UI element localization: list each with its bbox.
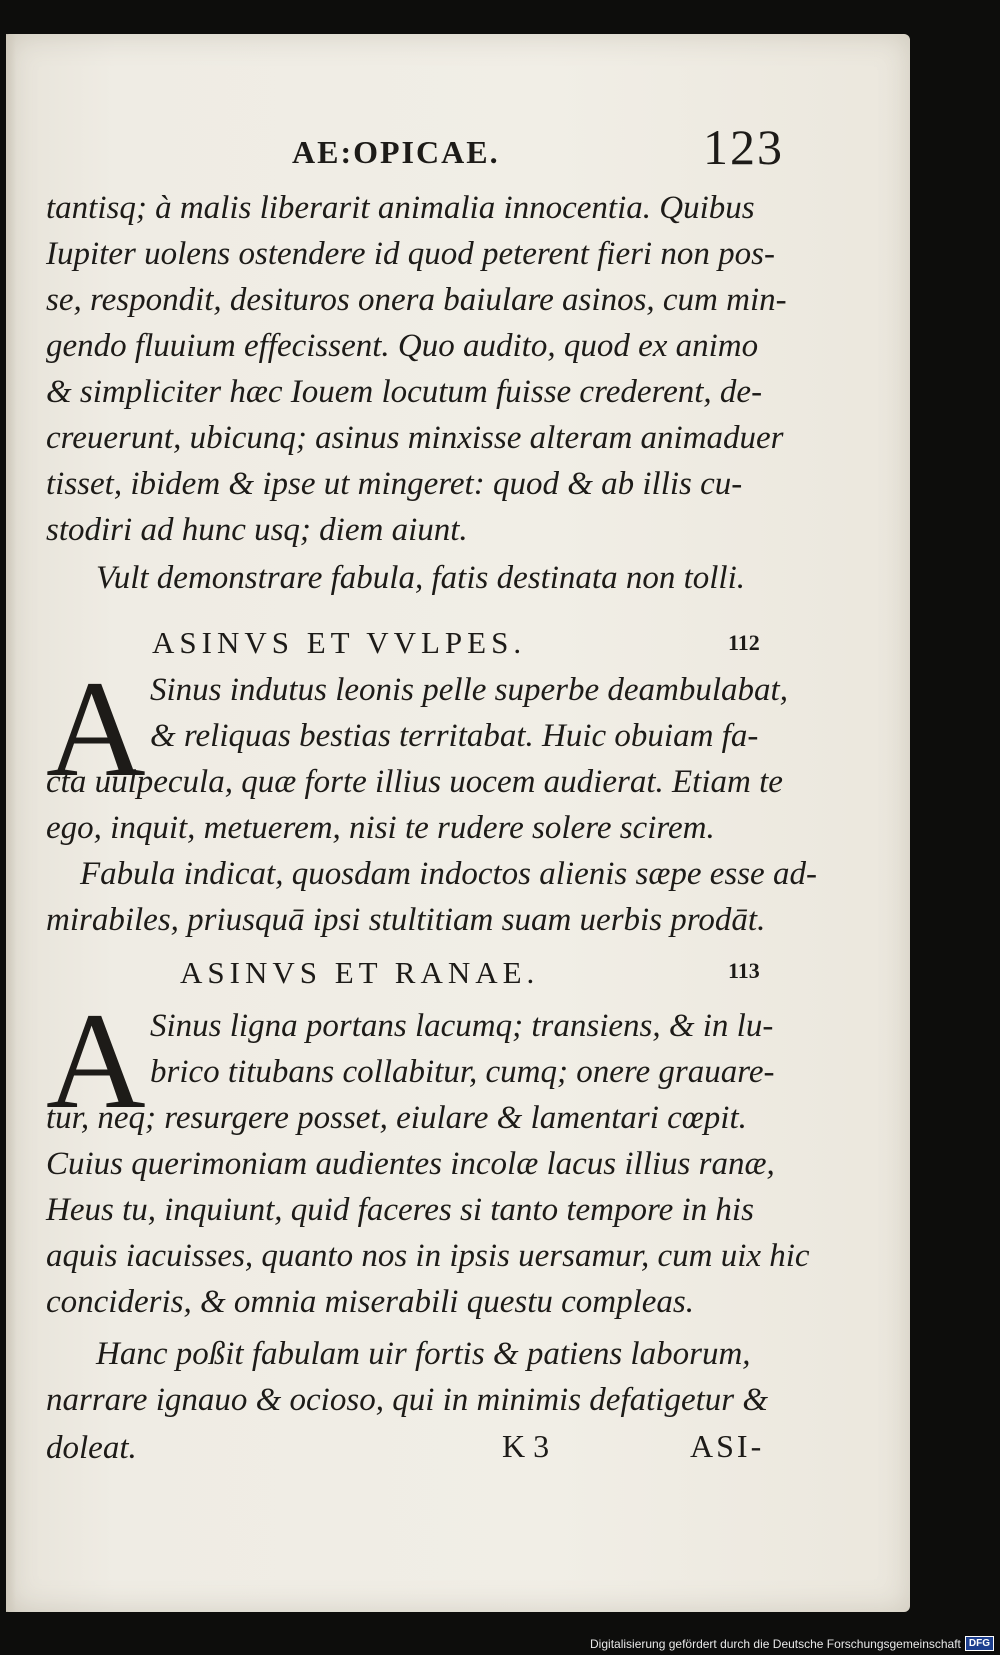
running-title: AE:OPICAE. [292, 134, 500, 170]
text-line: & reliquas bestias territabat. Huic obuiam fa- [150, 718, 759, 754]
moral-line: Fabula indicat, quosdam indoctos alienis sæpe esse ad- [80, 856, 817, 892]
text-line: Iupiter uolens ostendere id quod peterent fieri non pos- [46, 236, 775, 272]
text-line: aquis iacuisses, quanto nos in ipsis uersamur, cum uix hic [46, 1238, 810, 1274]
catchword: ASI- [690, 1428, 765, 1464]
dfg-logo: DFG [965, 1636, 994, 1651]
funding-credit [590, 1636, 994, 1651]
page-gutter-shadow [6, 34, 16, 1612]
page-number: 123 [703, 119, 784, 175]
text-line: Sinus indutus leonis pelle superbe deambulabat, [150, 672, 788, 708]
text-line: brico titubans collabitur, cumq; onere grauare- [150, 1054, 775, 1090]
funding-text: Digitalisierung gefördert durch die Deutsche Forschungsgemeinschaft [590, 1636, 961, 1651]
text-line: se, respondit, desituros onera baiulare asinos, cum min- [46, 282, 787, 318]
text-line: Heus tu, inquiunt, quid faceres si tanto tempore in his [46, 1192, 754, 1228]
fable-number: 113 [728, 958, 760, 983]
fable-number: 112 [728, 630, 760, 655]
text-line: & simpliciter hæc Iouem locutum fuisse crederent, de- [46, 374, 763, 410]
text-line: creuerunt, ubicunq; asinus minxisse alteram animaduer [46, 420, 784, 456]
drop-capital: A [46, 984, 146, 1137]
text-line: doleat. [46, 1430, 137, 1466]
text-line: cta uulpecula, quæ forte illius uocem audierat. Etiam te [46, 764, 783, 800]
fable-heading: ASINVS ET RANAE. [180, 955, 540, 990]
drop-capital: A [46, 652, 146, 805]
text-line: gendo fluuium effecissent. Quo audito, quod ex animo [46, 328, 759, 364]
moral-line: Vult demonstrare fabula, fatis destinata non tolli. [96, 560, 745, 596]
text-line: tur, neq; resurgere posset, eiulare & lamentari cœpit. [46, 1100, 747, 1136]
text-line: Sinus ligna portans lacumq; transiens, & in lu- [150, 1008, 774, 1044]
text-line: stodiri ad hunc usq; diem aiunt. [46, 512, 468, 548]
moral-line: mirabiles, priusquā ipsi stultitiam suam uerbis prodāt. [46, 902, 766, 938]
text-line: tantisq; à malis liberarit animalia innocentia. Quibus [46, 190, 755, 226]
text-line: concideris, & omnia miserabili questu compleas. [46, 1284, 695, 1320]
text-line: Cuius querimoniam audientes incolæ lacus illius ranæ, [46, 1146, 775, 1182]
signature-mark: K 3 [502, 1428, 550, 1464]
text-line: ego, inquit, metuerem, nisi te rudere solere scirem. [46, 810, 715, 846]
moral-line: Hanc poßit fabulam uir fortis & patiens laborum, [96, 1336, 751, 1372]
text-line: tisset, ibidem & ipse ut mingeret: quod & ab illis cu- [46, 466, 743, 502]
fable-heading: ASINVS ET VVLPES. [152, 625, 527, 660]
moral-line: narrare ignauo & ocioso, qui in minimis defatigetur & [46, 1382, 769, 1418]
